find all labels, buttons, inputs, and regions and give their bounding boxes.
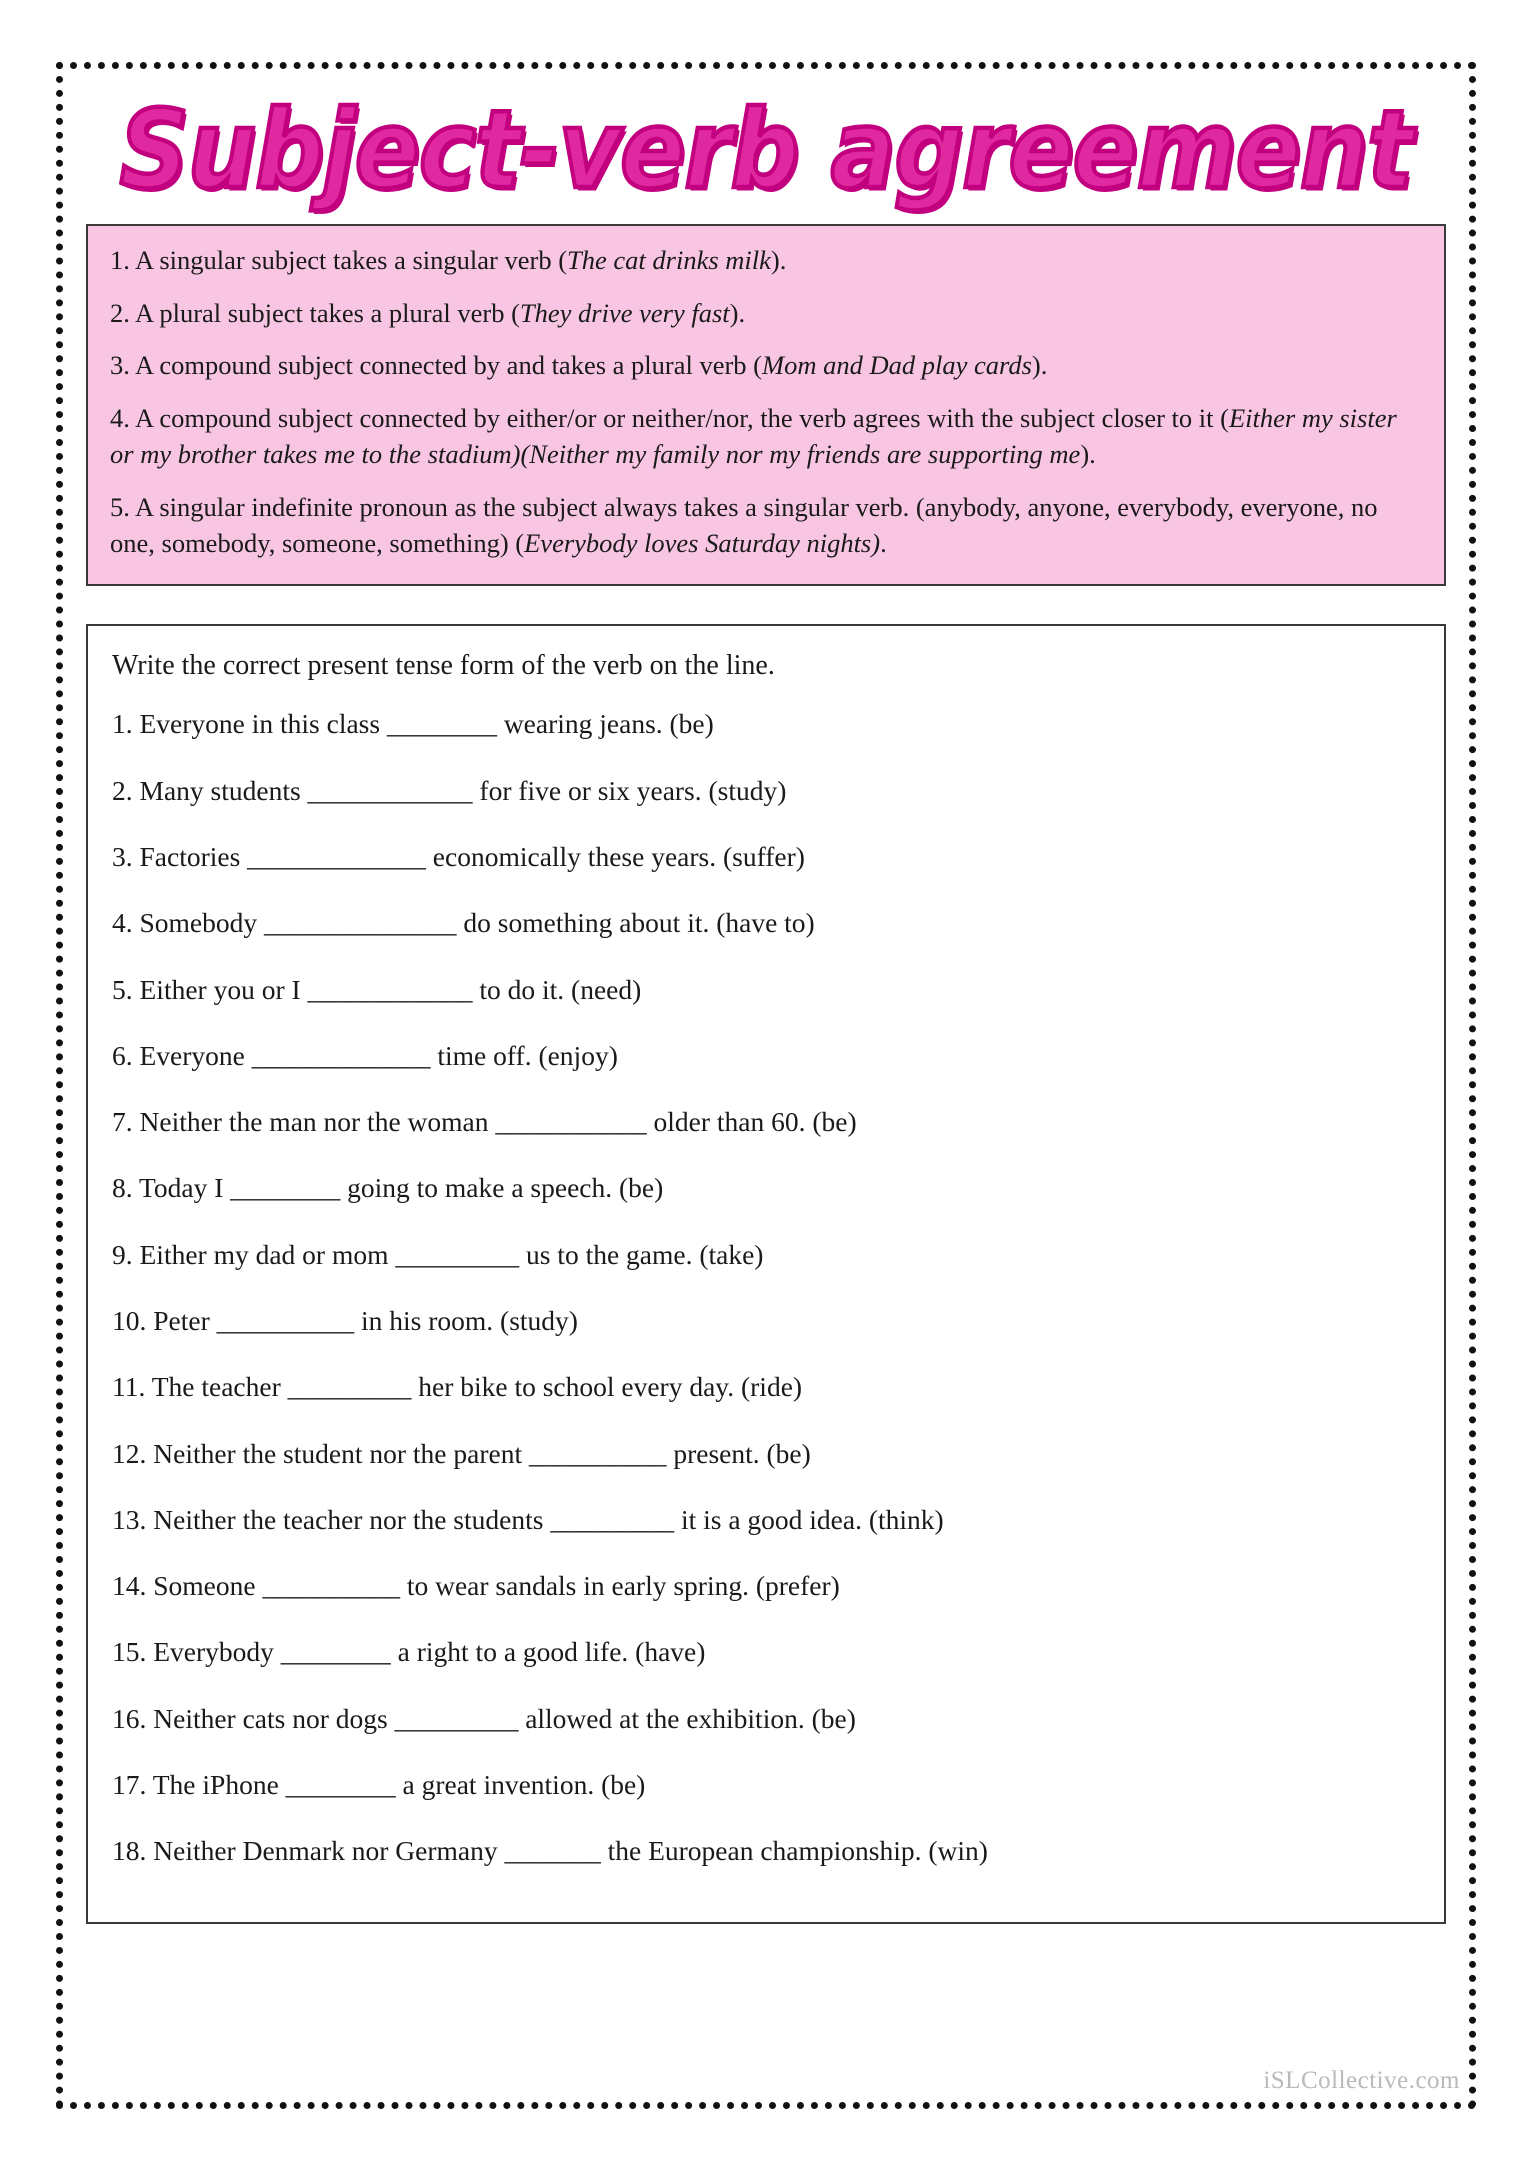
worksheet-content (86, 87, 1446, 1924)
exercise-question[interactable]: 4. Somebody ______________ do something about it. (have to) (112, 907, 815, 939)
rule-item: 4. A compound subject connected by either/or or neither/nor, the verb agrees with the subject closer to it (Either my sister or my brother takes me to the stadium)(Neither my family nor my friends are supporting me). (110, 402, 1397, 470)
rule-item: 1. A singular subject takes a singular verb (The cat drinks milk). (110, 245, 787, 275)
exercise-question[interactable]: 1. Everyone in this class ________ wearing jeans. (be) (112, 708, 714, 740)
exercise-instruction: Write the correct present tense form of the verb on the line. (112, 649, 775, 681)
exercise-question[interactable]: 7. Neither the man nor the woman ___________ older than 60. (be) (112, 1106, 857, 1138)
exercise-question[interactable]: 13. Neither the teacher nor the students _________ it is a good idea. (think) (112, 1503, 944, 1535)
exercise-question[interactable]: 5. Either you or I ____________ to do it. (need) (112, 973, 642, 1005)
exercise-question[interactable]: 14. Someone __________ to wear sandals in early spring. (prefer) (112, 1570, 840, 1602)
exercise-question[interactable]: 11. The teacher _________ her bike to school every day. (ride) (112, 1371, 803, 1403)
exercise-question[interactable]: 16. Neither cats nor dogs _________ allowed at the exhibition. (be) (112, 1702, 856, 1734)
exercise-question[interactable]: 12. Neither the student nor the parent __________ present. (be) (112, 1437, 811, 1469)
rule-item: 5. A singular indefinite pronoun as the subject always takes a singular verb. (anybody, anyone, everybody, everyone, no one, somebody, someone, something) (Everybody loves Saturday nights). (110, 491, 1378, 559)
exercise-question[interactable]: 17. The iPhone ________ a great invention. (be) (112, 1769, 646, 1801)
title-container (86, 87, 1446, 213)
page-title: Subject-verb agreement (119, 87, 1413, 213)
exercise-question[interactable]: 8. Today I ________ going to make a speech. (be) (112, 1172, 664, 1204)
exercise-question[interactable]: 2. Many students ____________ for five or six years. (study) (112, 774, 787, 806)
exercise-question[interactable]: 15. Everybody ________ a right to a good life. (have) (112, 1636, 706, 1668)
exercise-box (86, 624, 1446, 1924)
exercise-question[interactable]: 18. Neither Denmark nor Germany _______ the European championship. (win) (112, 1835, 988, 1867)
rules-box (86, 224, 1446, 586)
site-watermark: iSLCollective.com (1263, 2067, 1460, 2094)
exercise-question[interactable]: 6. Everyone _____________ time off. (enjoy) (112, 1039, 618, 1071)
rule-item: 2. A plural subject takes a plural verb (They drive very fast). (110, 297, 746, 328)
exercise-question[interactable]: 9. Either my dad or mom _________ us to the game. (take) (112, 1238, 764, 1270)
exercise-question[interactable]: 3. Factories _____________ economically these years. (suffer) (112, 840, 805, 872)
exercise-question[interactable]: 10. Peter __________ in his room. (study) (112, 1305, 578, 1336)
rule-item: 3. A compound subject connected by and takes a plural verb (Mom and Dad play cards). (110, 350, 1048, 381)
